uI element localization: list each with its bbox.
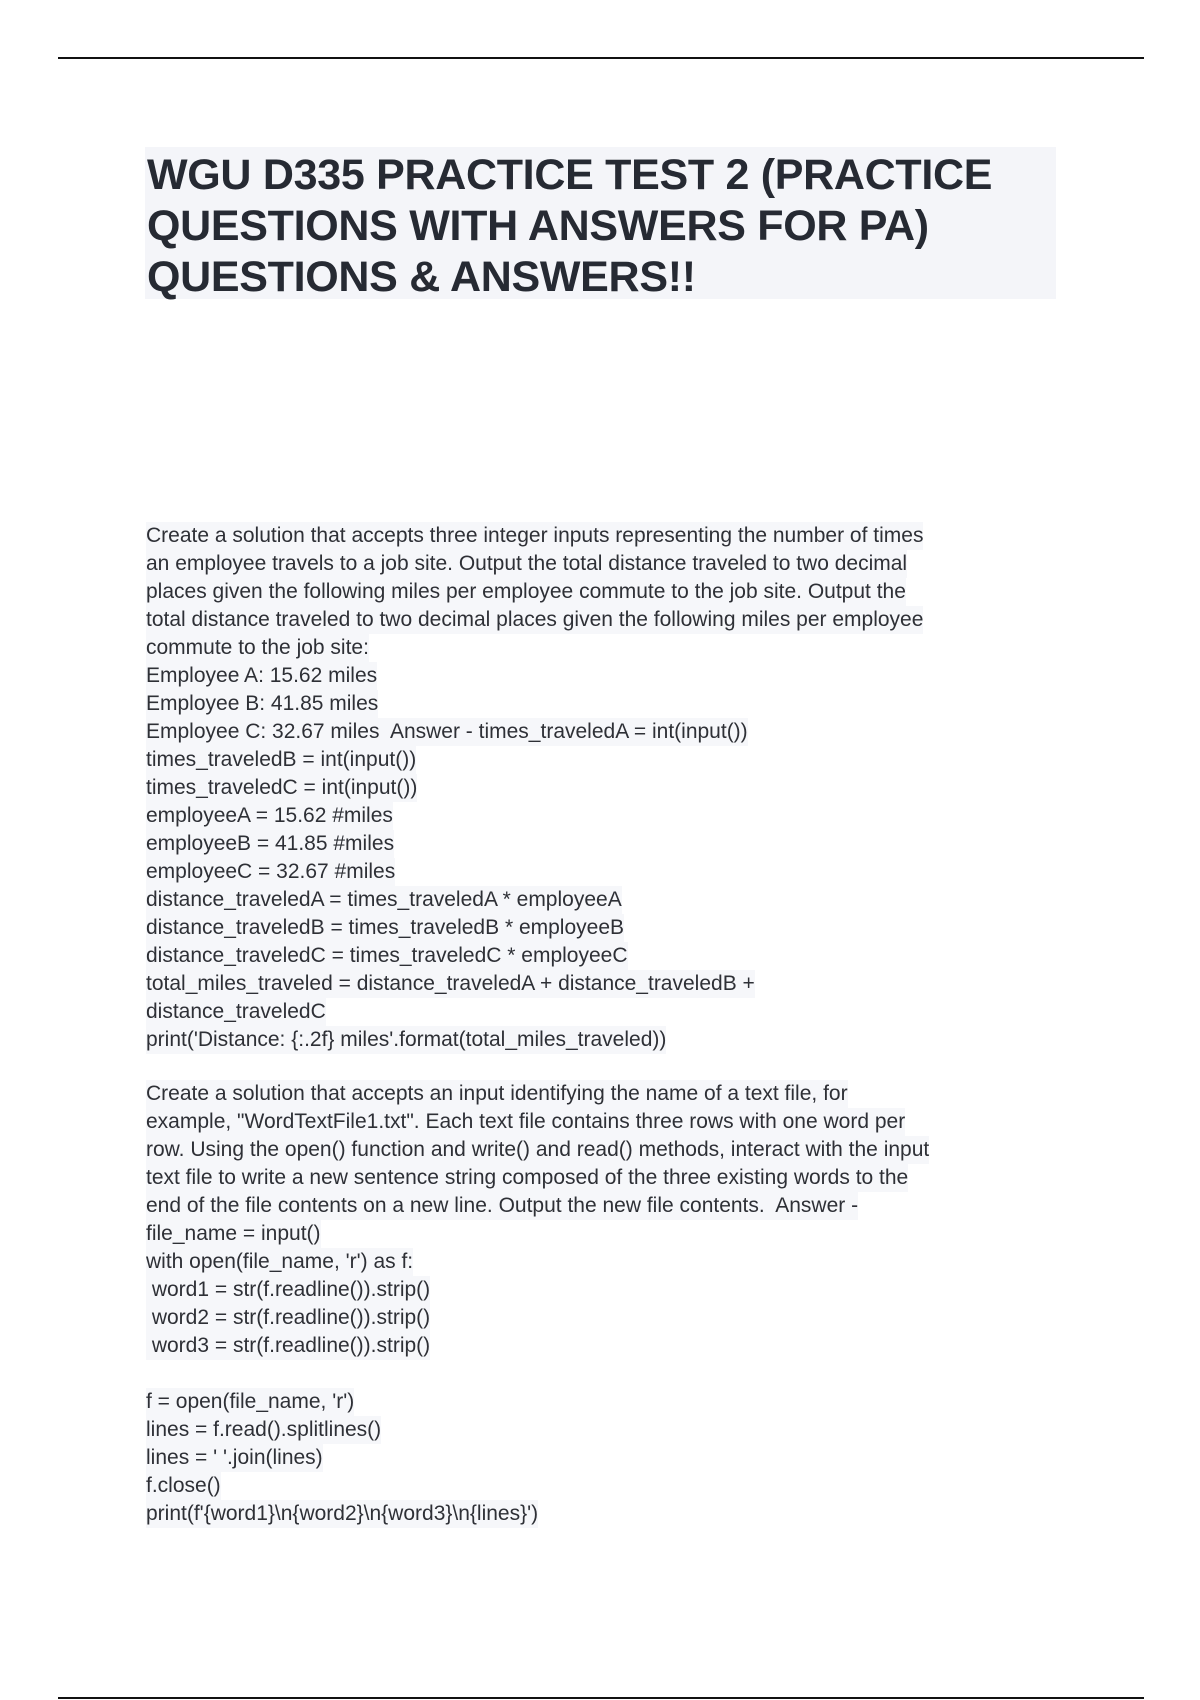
text-line: times_traveledC = int(input()) bbox=[146, 774, 417, 802]
text-line: total_miles_traveled = distance_traveledA + distance_traveledB + bbox=[146, 970, 755, 998]
text-line: print('Distance: {:.2f} miles'.format(total_miles_traveled)) bbox=[146, 1026, 666, 1054]
text-line: lines = f.read().splitlines() bbox=[146, 1416, 381, 1444]
text-line: end of the file contents on a new line. Output the new file contents. Answer - bbox=[146, 1192, 858, 1220]
text-line: commute to the job site: bbox=[146, 634, 369, 662]
text-line: distance_traveledA = times_traveledA * employeeA bbox=[146, 886, 622, 914]
top-rule bbox=[58, 57, 1144, 59]
text-line: employeeA = 15.62 #miles bbox=[146, 802, 393, 830]
question-1 bbox=[146, 522, 1066, 1054]
text-line: example, "WordTextFile1.txt". Each text file contains three rows with one word per bbox=[146, 1108, 905, 1136]
text-line: distance_traveledC bbox=[146, 998, 326, 1026]
text-line: places given the following miles per employee commute to the job site. Output the bbox=[146, 578, 906, 606]
text-line: distance_traveledC = times_traveledC * employeeC bbox=[146, 942, 628, 970]
text-line: total distance traveled to two decimal places given the following miles per employee bbox=[146, 606, 923, 634]
question-2-code bbox=[146, 1388, 1066, 1528]
text-line: Employee C: 32.67 miles Answer - times_traveledA = int(input()) bbox=[146, 718, 748, 746]
question-2 bbox=[146, 1080, 1066, 1360]
text-line: distance_traveledB = times_traveledB * employeeB bbox=[146, 914, 624, 942]
text-line: times_traveledB = int(input()) bbox=[146, 746, 416, 774]
text-line: Employee A: 15.62 miles bbox=[146, 662, 377, 690]
text-line: employeeB = 41.85 #miles bbox=[146, 830, 394, 858]
text-line: an employee travels to a job site. Output the total distance traveled to two decimal bbox=[146, 550, 907, 578]
text-line: file_name = input() bbox=[146, 1220, 321, 1248]
text-line: word3 = str(f.readline()).strip() bbox=[146, 1332, 430, 1360]
text-line: print(f'{word1}\n{word2}\n{word3}\n{lines}') bbox=[146, 1500, 538, 1528]
text-line: f = open(file_name, 'r') bbox=[146, 1388, 354, 1416]
bottom-rule bbox=[58, 1697, 1144, 1699]
text-line: Employee B: 41.85 miles bbox=[146, 690, 378, 718]
text-line: lines = ' '.join(lines) bbox=[146, 1444, 323, 1472]
text-line: word2 = str(f.readline()).strip() bbox=[146, 1304, 430, 1332]
text-line: employeeC = 32.67 #miles bbox=[146, 858, 395, 886]
text-line: f.close() bbox=[146, 1472, 221, 1500]
document-title: WGU D335 PRACTICE TEST 2 (PRACTICE QUESTIONS WITH ANSWERS FOR PA) QUESTIONS & ANSWERS!! bbox=[147, 151, 993, 301]
text-line: word1 = str(f.readline()).strip() bbox=[146, 1276, 430, 1304]
text-line: text file to write a new sentence string composed of the three existing words to the bbox=[146, 1164, 908, 1192]
text-line: Create a solution that accepts an input identifying the name of a text file, for bbox=[146, 1080, 848, 1108]
text-line: Create a solution that accepts three integer inputs representing the number of times bbox=[146, 522, 923, 550]
text-line: row. Using the open() function and write() and read() methods, interact with the input bbox=[146, 1136, 929, 1164]
text-line: with open(file_name, 'r') as f: bbox=[146, 1248, 413, 1276]
